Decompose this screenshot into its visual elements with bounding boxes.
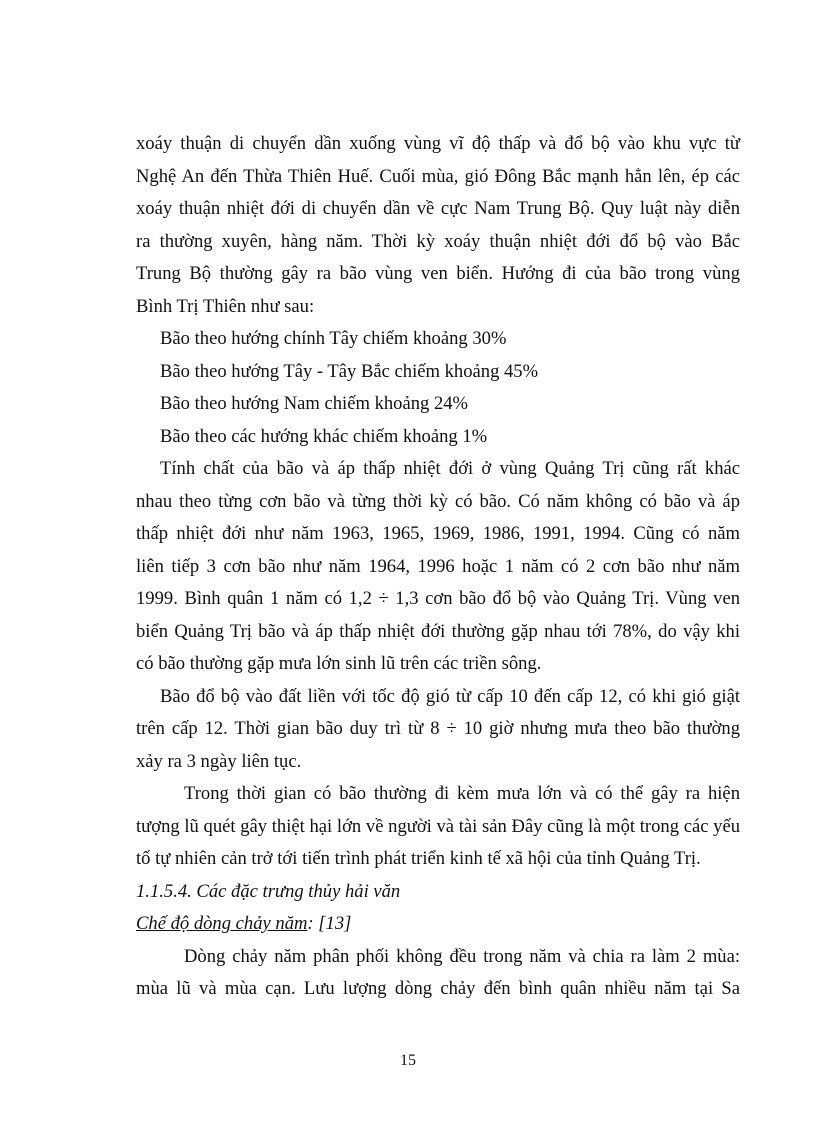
subheading-underlined: Chế độ dòng chảy năm [136, 913, 308, 934]
paragraph-line: thấp nhiệt đới như năm 1963, 1965, 1969, 1986, 1991, 1994. Cũng có năm [136, 523, 740, 544]
paragraph-line: Trong thời gian có bão thường đi kèm mưa lớn và có thể gây ra hiện [184, 783, 740, 804]
paragraph-line: Tính chất của bão và áp thấp nhiệt đới ở vùng Quảng Trị cũng rất khác [160, 458, 740, 479]
paragraph-line: trên cấp 12. Thời gian bão duy trì từ 8 ÷ 10 giờ nhưng mưa theo bão thường [136, 718, 740, 739]
paragraph-line: Trung Bộ thường gây ra bão vùng ven biển. Hướng đi của bão trong vùng [136, 263, 740, 284]
paragraph-line: xảy ra 3 ngày liên tục. [136, 750, 302, 772]
paragraph-line: Nghệ An đến Thừa Thiên Huế. Cuối mùa, gió Đông Bắc mạnh hẳn lên, ép các [136, 165, 740, 187]
list-item: Bão theo các hướng khác chiếm khoảng 1% [160, 425, 488, 447]
paragraph-line: Bão đổ bộ vào đất liền với tốc độ gió từ cấp 10 đến cấp 12, có khi gió giật [160, 685, 740, 707]
paragraph-line: biển Quảng Trị bão và áp thấp nhiệt đới thường gặp nhau tới 78%, do vậy khi [136, 620, 740, 642]
paragraph-line: Dòng chảy năm phân phối không đều trong năm và chia ra làm 2 mùa: [184, 945, 740, 967]
paragraph-line: 1999. Bình quân 1 năm có 1,2 ÷ 1,3 cơn bão đổ bộ vào Quảng Trị. Vùng ven [136, 588, 740, 609]
list-item: Bão theo hướng chính Tây chiếm khoảng 30% [160, 328, 507, 349]
page-body [136, 128, 740, 1006]
page-number: 15 [400, 1052, 416, 1069]
paragraph-line: Bình Trị Thiên như sau: [136, 295, 315, 317]
paragraph-line: tượng lũ quét gây thiệt hại lớn về người và tài sản Đây cũng là một trong các yếu [136, 815, 740, 837]
paragraph-line: liên tiếp 3 cơn bão như năm 1964, 1996 hoặc 1 năm có 2 cơn bão như năm [136, 555, 740, 577]
paragraph-line: có bão thường gặp mưa lớn sinh lũ trên các triền sông. [136, 653, 542, 674]
list-item: Bão theo hướng Tây - Tây Bắc chiếm khoảng 45% [160, 360, 539, 382]
paragraph-line: xoáy thuận nhiệt đới di chuyển dần về cực Nam Trung Bộ. Quy luật này diễn [136, 198, 740, 219]
list-item: Bão theo hướng Nam chiếm khoảng 24% [160, 393, 469, 414]
paragraph-line: ra thường xuyên, hàng năm. Thời kỳ xoáy thuận nhiệt đới đổ bộ vào Bắc [136, 230, 740, 252]
section-heading: 1.1.5.4. Các đặc trưng thủy hải văn [136, 880, 401, 902]
subheading [136, 908, 740, 941]
paragraph-line: xoáy thuận di chuyển dần xuống vùng vĩ độ thấp và đổ bộ vào khu vực từ [136, 133, 740, 154]
paragraph-line: mùa lũ và mùa cạn. Lưu lượng dòng chảy đến bình quân nhiều năm tại Sa [136, 978, 740, 999]
paragraph-line: nhau theo từng cơn bão và từng thời kỳ có bão. Có năm không có bão và áp [136, 490, 740, 512]
subheading-reference: : [13] [307, 913, 352, 934]
paragraph-line: tố tự nhiên cản trở tới tiến trình phát triển kinh tế xã hội của tỉnh Quảng Trị. [136, 848, 701, 869]
